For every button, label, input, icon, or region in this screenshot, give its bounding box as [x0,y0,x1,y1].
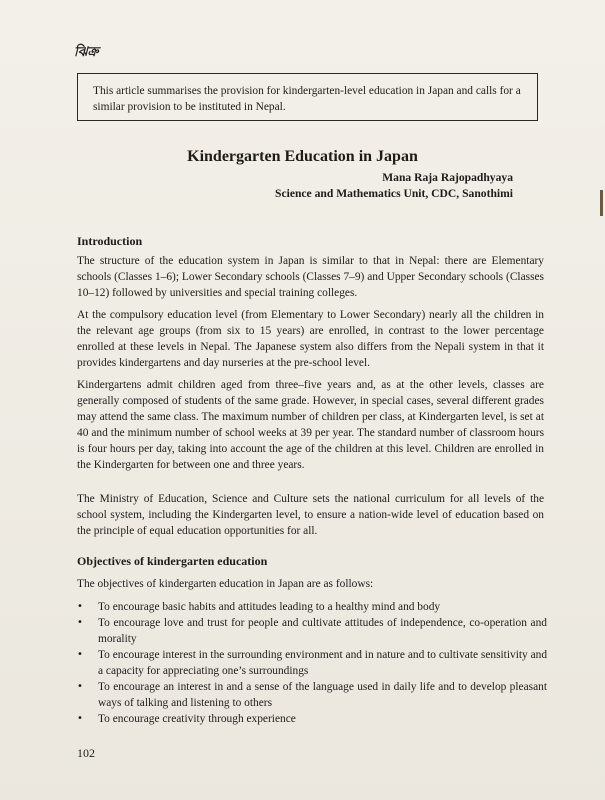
list-item: • To encourage basic habits and attitudes leading to a healthy mind and body [77,601,441,613]
intro-paragraph-1: The structure of the education system in Japan is similar to that in Nepal: there are Elementary schools (Classes 1–6); Lower Secondary schools (Classes 7–9) and Upper Secondary schools (Classes 10–12) followed by universities and special training colleges. [77,255,544,299]
intro-paragraph-4: The Ministry of Education, Science and Culture sets the national curriculum for all levels of the school system, including the Kindergarten level, to ensure a nation-wide level of education based on the principle of equal education opportunities for all. [77,493,544,537]
article-title: Kindergarten Education in Japan [187,148,418,165]
objectives-list [77,599,547,727]
list-item: • To encourage creativity through experience [77,713,296,725]
abstract-box: This article summarises the provision for kindergarten-level education in Japan and calls for a similar provision to be instituted in Nepal. [77,73,538,121]
intro-paragraph-3: Kindergartens admit children aged from three–five years and, as at the other levels, classes are generally composed of students of the same grade. However, in special cases, several different grades may attend the same class. The maximum number of children per class, at Kindergarten level, is set at 40 and the minimum number of school weeks at 39 per year. The standard number of classroom hours is four hours per day, taking into account the age of the children at this level. Children are enrolled in the Kindergarten for between one and three years. [77,379,544,471]
bullet-icon: • [77,649,83,660]
objectives-heading: Objectives of kindergarten education [77,554,268,568]
author-affiliation: Science and Mathematics Unit, CDC, Sanothimi [275,187,513,200]
bullet-icon: • [77,601,83,612]
list-item: • To encourage love and trust for people and cultivate attitudes of independence, co-operation and morality [77,617,547,645]
author-block [275,170,513,202]
introduction-heading: Introduction [77,234,143,248]
list-item: • To encourage interest in the surrounding environment and in nature and to cultivate sensitivity and a capacity for appreciating one’s surroundings [77,649,548,677]
list-item: • To encourage an interest in and a sense of the language used in daily life and to develop pleasant ways of talking and listening to others [77,681,547,709]
bullet-icon: • [77,681,83,692]
journal-logo: ঝিক্র [74,45,99,60]
bullet-icon: • [77,713,83,724]
bullet-icon: • [77,617,83,628]
author-name: Mana Raja Rajopadhyaya [382,171,513,184]
page-edge-mark [600,190,603,216]
objectives-intro: The objectives of kindergarten education in Japan are as follows: [77,578,374,590]
page-number: 102 [77,746,95,760]
intro-paragraph-2: At the compulsory education level (from Elementary to Lower Secondary) nearly all the children in the relevant age groups (from six to 15 years) are enrolled, in contrast to the lower percentage enrolled at these levels in Nepal. The Japanese system also differs from the Nepali system in that it provides kindergartens and day nurseries at the pre-school level. [77,309,544,369]
